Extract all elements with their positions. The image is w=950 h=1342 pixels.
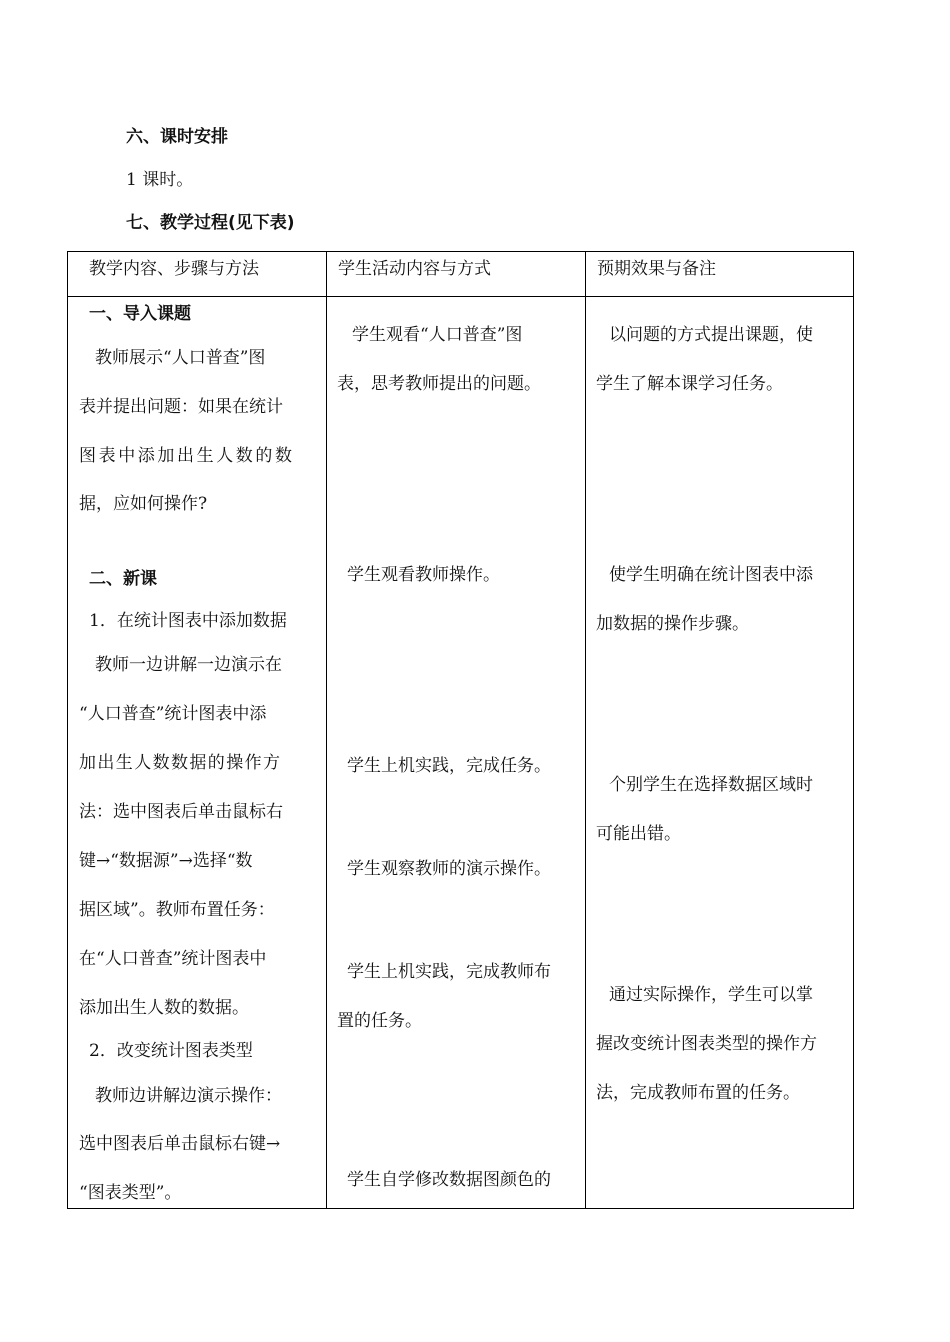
section-heading-process: 七、教学过程(见下表) (126, 213, 295, 233)
col2-line: 学生观察教师的演示操作。 (347, 859, 551, 879)
col3-line: 个别学生在选择数据区域时 (609, 775, 813, 795)
col2-line: 学生观看教师操作。 (347, 565, 500, 585)
item-change-type-title: 2．改变统计图表类型 (89, 1041, 253, 1061)
section-new-lesson-title: 二、新课 (89, 569, 157, 589)
col1-line: 表并提出问题：如果在统计 (79, 397, 283, 417)
col1-line: 键→“数据源”→选择“数 (79, 851, 253, 871)
col1-line: 教师一边讲解一边演示在 (95, 655, 282, 675)
col3-line: 使学生明确在统计图表中添 (609, 565, 813, 585)
col1-line: 法：选中图表后单击鼠标右 (79, 802, 283, 822)
column-divider (585, 252, 586, 1208)
teaching-process-table (67, 251, 854, 1209)
col1-line: 添加出生人数的数据。 (79, 998, 249, 1018)
col1-line: “图表类型”。 (79, 1183, 182, 1203)
col3-line: 握改变统计图表类型的操作方 (596, 1034, 817, 1054)
col2-line: 学生上机实践，完成教师布 (347, 962, 551, 982)
col1-line: 在“人口普查”统计图表中 (79, 949, 267, 969)
col1-line: 据，应如何操作? (79, 494, 208, 514)
col1-line: 教师展示“人口普查”图 (95, 348, 266, 368)
section-intro-title: 一、导入课题 (89, 304, 191, 324)
col3-line: 通过实际操作，学生可以掌 (609, 985, 813, 1005)
col3-line: 学生了解本课学习任务。 (596, 374, 783, 394)
col1-line: 图表中添加出生人数的数 (79, 446, 295, 466)
schedule-text: 1 课时。 (126, 170, 194, 190)
col1-line: “人口普查”统计图表中添 (79, 704, 267, 724)
col1-line: 选中图表后单击鼠标右键→ (79, 1134, 281, 1154)
header-expected-effect: 预期效果与备注 (597, 259, 716, 279)
col1-line: 据区域”。教师布置任务： (79, 900, 275, 920)
section-heading-schedule: 六、课时安排 (126, 127, 228, 147)
col3-line: 以问题的方式提出课题，使 (609, 325, 813, 345)
col3-line: 可能出错。 (596, 824, 681, 844)
col3-line: 法，完成教师布置的任务。 (596, 1083, 800, 1103)
header-student-activity: 学生活动内容与方式 (338, 259, 491, 279)
col2-line: 学生观看“人口普查”图 (352, 325, 523, 345)
header-teaching-content: 教学内容、步骤与方法 (89, 259, 259, 279)
col3-line: 加数据的操作步骤。 (596, 614, 749, 634)
header-divider (68, 296, 853, 297)
col2-line: 置的任务。 (337, 1011, 422, 1031)
col2-line: 表，思考教师提出的问题。 (337, 374, 541, 394)
col2-line: 学生自学修改数据图颜色的 (347, 1170, 551, 1190)
col2-line: 学生上机实践，完成任务。 (347, 756, 551, 776)
col1-line: 教师边讲解边演示操作： (95, 1086, 282, 1106)
column-divider (326, 252, 327, 1208)
col1-line: 加出生人数数据的操作方 (79, 753, 282, 773)
item-add-data-title: 1．在统计图表中添加数据 (89, 611, 287, 631)
